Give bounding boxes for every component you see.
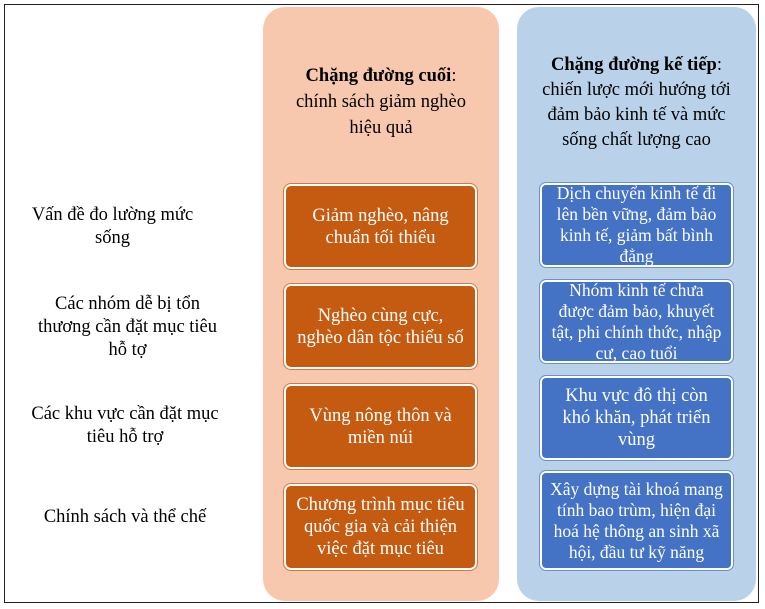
next-box-policy-text: Xây dựng tài khoá mang tính bao trùm, hiện đại hoá hệ thông an sinh xã hội, đầu tư kỹ năng [550,478,723,562]
final-box-target-areas-text: Vùng nông thôn và miền núi [309,405,452,448]
next-box-vulnerable-groups-text: Nhóm kinh tế chưa được đảm bảo, khuyết tật, phi chính thức, nhập cư, cao tuổi [551,279,722,363]
final-box-target-areas [284,384,477,469]
row-label-target-areas: Các khu vực cần đặt mục tiêu hỗ trợ [31,404,219,447]
final-box-vulnerable-groups [284,284,477,369]
final-box-policy [284,484,477,570]
next-box-policy [540,471,733,570]
next-box-target-areas-text: Khu vực đô thị còn khó khăn, phát triển vùng [562,386,711,450]
column-final-header [263,63,499,141]
next-box-measurement-text: Dịch chuyển kinh tế đi lên bền vững, đảm bảo kinh tế, giảm bất bình đẳng [556,183,717,266]
column-final-subtitle: chính sách giảm nghèo hiệu quả [295,92,467,138]
column-next-header [521,53,752,153]
final-box-policy-text: Chương trình mục tiêu quốc gia và cải thiện việc đặt mục tiêu [296,495,465,559]
column-next-subtitle: chiến lược mới hướng tới đảm bảo kinh tế và mức sống chất lượng cao [542,80,731,150]
final-box-measurement [284,184,477,269]
column-final-title-colon: : [451,66,457,86]
next-box-vulnerable-groups [540,280,733,363]
next-box-target-areas [540,376,733,460]
row-label-measurement: Vấn đề đo lường mức sống [31,205,194,248]
row-label-policy: Chính sách và thể chế [43,507,207,527]
column-next-title-colon: : [716,55,722,75]
final-box-measurement-text: Giảm nghèo, nâng chuẩn tối thiểu [312,205,449,248]
row-label-vulnerable-groups: Các nhóm dễ bị tổn thương cần đặt mục tiêu hỗ tợ [37,294,218,360]
next-box-measurement [540,183,733,267]
column-next-title: Chặng đường kế tiếp [551,55,717,75]
column-final-title: Chặng đường cuối [305,66,452,86]
final-box-vulnerable-groups-text: Nghèo cùng cực, nghèo dân tộc thiểu số [297,305,464,348]
